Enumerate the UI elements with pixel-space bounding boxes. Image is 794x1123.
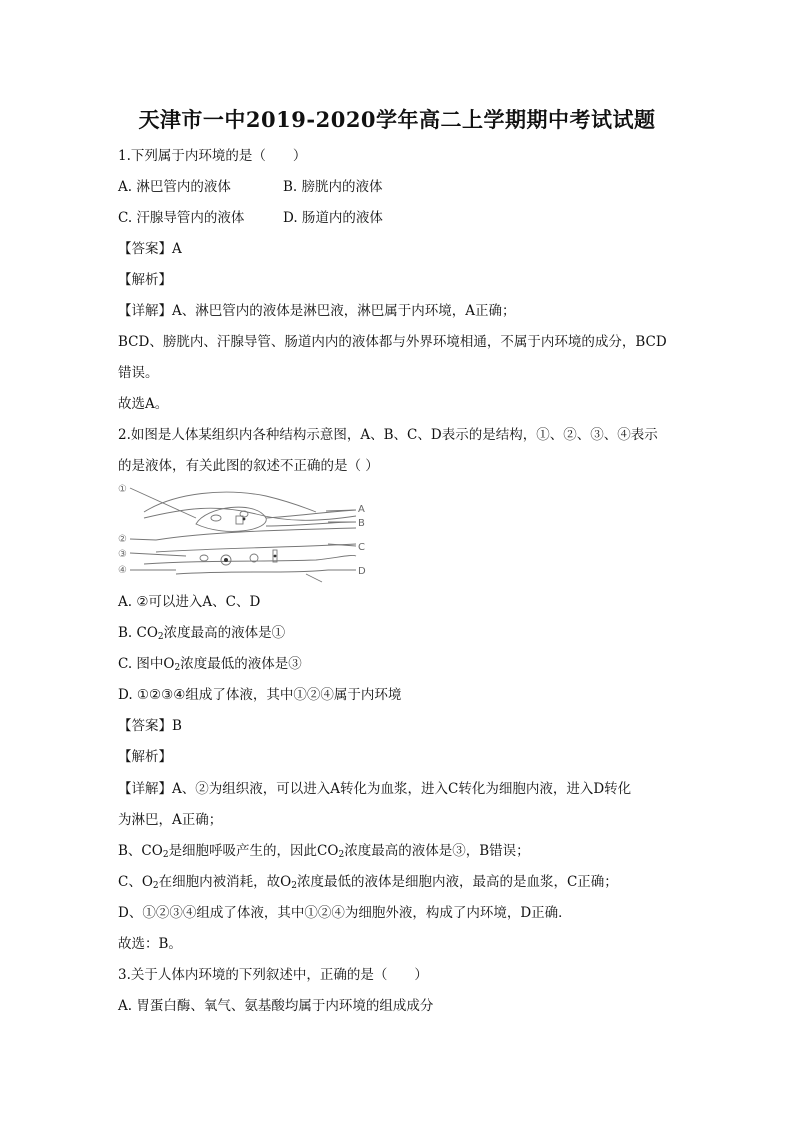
diagram-label-1: ① [118, 484, 127, 495]
q2-option-d: D. ①②③④组成了体液，其中①②④属于内环境 [118, 687, 402, 703]
q2-detail-line-3: B、$CO_2$是细胞呼吸产生的，因此$CO_2$浓度最高的液体是③，B错误； [118, 843, 530, 860]
q2-option-a: A. ②可以进入A、C、D [118, 594, 261, 610]
q2-option-b: B. $CO_2$浓度最高的液体是① [118, 625, 286, 642]
q2-detail-line-4: C、$O_2$在细胞内被消耗，故$O_2$浓度最低的液体是细胞内液，最高的是血浆，C正确； [118, 874, 618, 891]
diagram-label-d: D [358, 566, 366, 577]
diagram-label-2: ② [118, 534, 127, 545]
q2-stem-line-1: 2.如图是人体某组织内各种结构示意图，A、B、C、D表示的是结构，①、②、③、④表示 [118, 427, 658, 443]
tissue-structure-diagram [116, 478, 368, 586]
q1-conclusion: 故选A。 [118, 396, 169, 412]
q2-analysis-heading: 【解析】 [118, 749, 172, 765]
q1-answer: 【答案】A [118, 241, 182, 257]
q1-option-a: A. 淋巴管内的液体 [118, 179, 231, 195]
q1-option-b: B. 膀胱内的液体 [283, 179, 383, 195]
q1-detail-line-3: 错误。 [118, 365, 159, 381]
q1-detail-line-1: 【详解】A、淋巴管内的液体是淋巴液，淋巴属于内环境，A正确； [118, 303, 516, 319]
q3-stem: 3.关于人体内环境的下列叙述中，正确的是（ ） [118, 967, 428, 983]
q1-detail-line-2: BCD、膀胱内、汗腺导管、肠道内内的液体都与外界环境相通，不属于内环境的成分，BCD [118, 334, 667, 350]
q3-option-a: A. 胃蛋白酶、氧气、氨基酸均属于内环境的组成成分 [118, 998, 434, 1014]
diagram-label-b: B [358, 518, 365, 529]
q2-detail-line-1: 【详解】A、②为组织液，可以进入A转化为血浆，进入C转化为细胞内液，进入D转化 [118, 781, 632, 797]
q2-answer: 【答案】B [118, 718, 182, 734]
q1-option-c: C. 汗腺导管内的液体 [118, 210, 245, 226]
diagram-label-3: ③ [118, 549, 127, 560]
q1-stem: 1.下列属于内环境的是（ ） [118, 148, 307, 164]
q2-detail-line-2: 为淋巴，A正确； [118, 812, 223, 828]
q2-detail-line-5: D、①②③④组成了体液，其中①②④为细胞外液，构成了内环境，D正确． [118, 905, 572, 921]
q2-option-c: C. 图中$O_2$浓度最低的液体是③ [118, 656, 302, 673]
page-title: 天津市一中2019-2020学年高二上学期期中考试试题 [138, 107, 656, 132]
diagram-label-c: C [358, 542, 365, 553]
q2-conclusion: 故选：B。 [118, 936, 182, 952]
diagram-label-4: ④ [118, 565, 127, 576]
q2-stem-line-2: 的是液体，有关此图的叙述不正确的是（ ） [118, 458, 379, 474]
q1-option-d: D. 肠道内的液体 [283, 210, 383, 226]
q1-analysis-heading: 【解析】 [118, 272, 172, 288]
diagram-label-a: A [358, 504, 365, 515]
